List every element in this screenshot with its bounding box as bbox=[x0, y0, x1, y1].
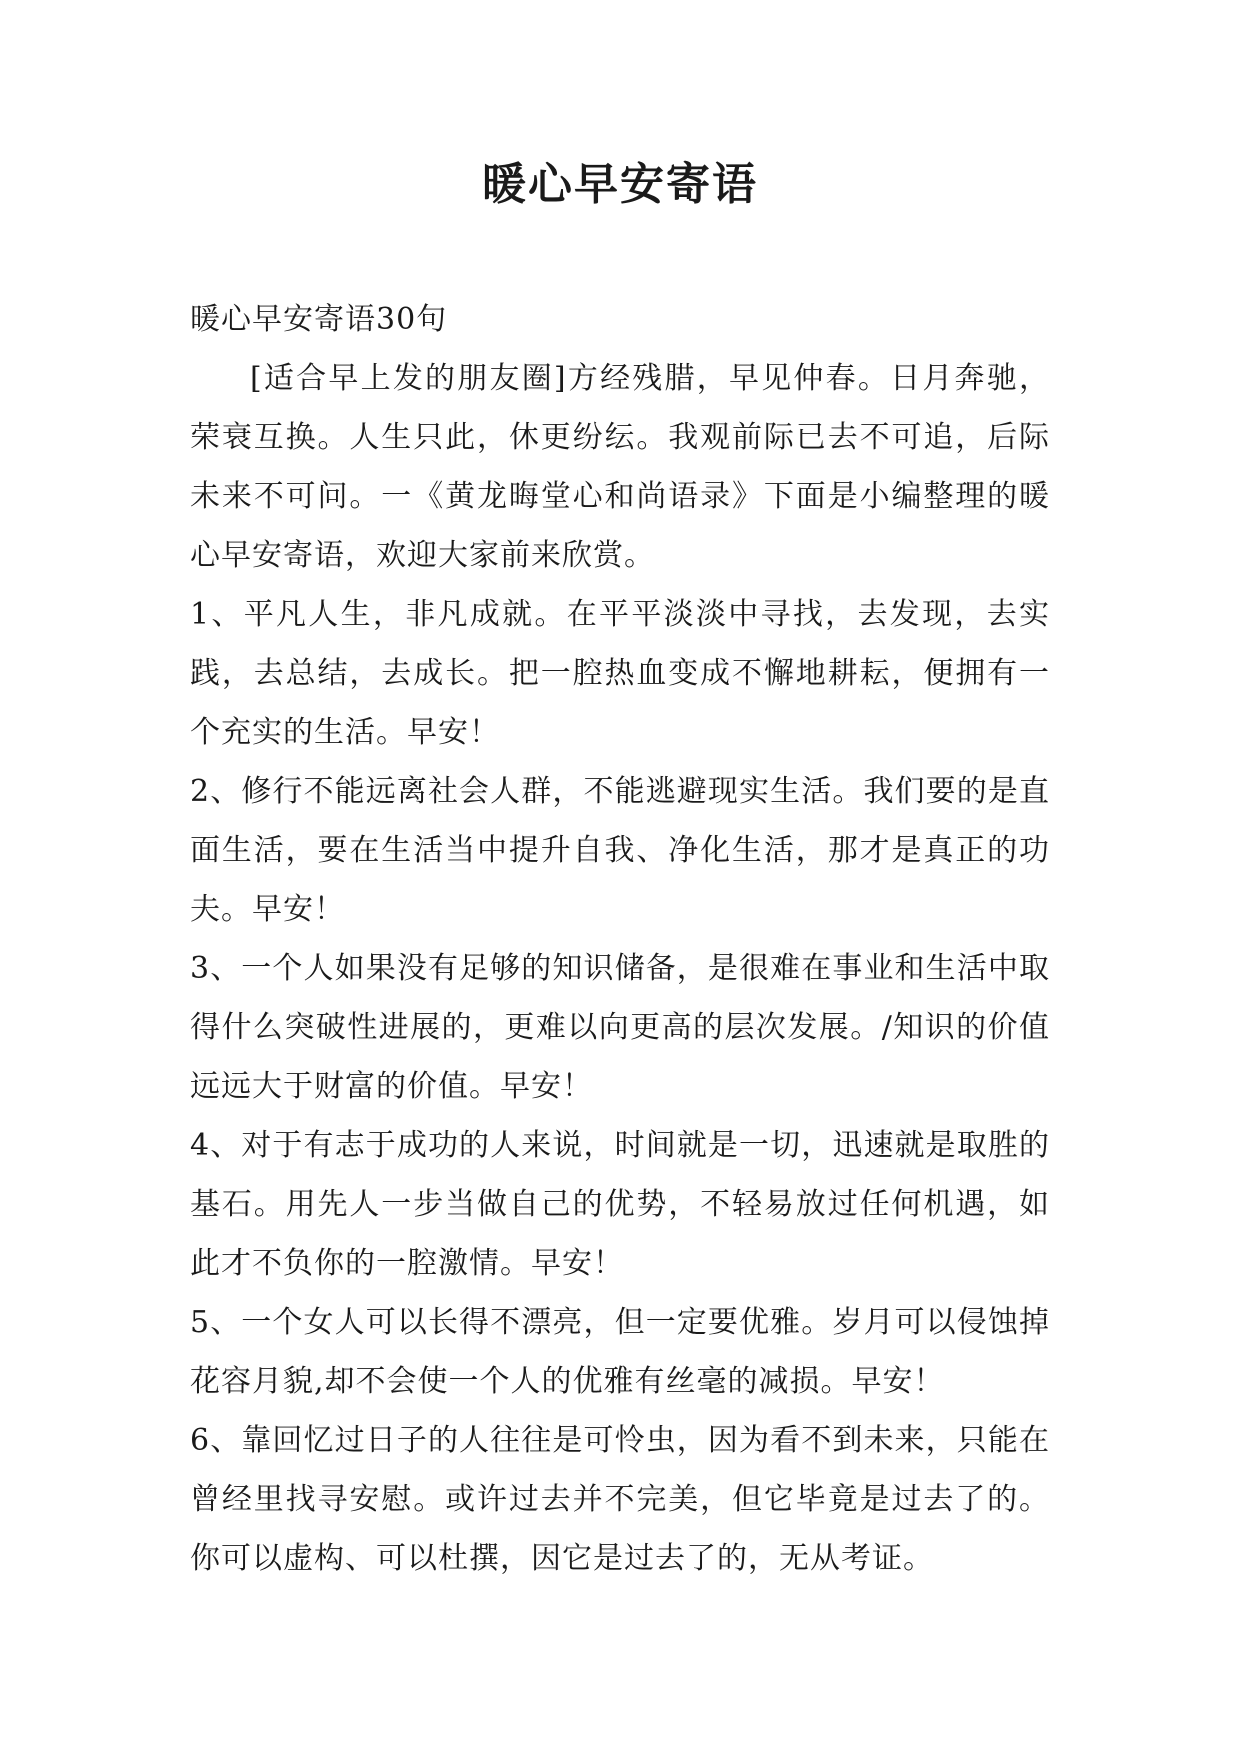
document-body bbox=[190, 290, 1050, 1588]
list-item: 2、修行不能远离社会人群，不能逃避现实生活。我们要的是直面生活，要在生活当中提升自我、净化生活，那才是真正的功夫。早安！ bbox=[190, 774, 1050, 927]
list-item: 1、平凡人生，非凡成就。在平平淡淡中寻找，去发现，去实践，去总结，去成长。把一腔热血变成不懈地耕耘，便拥有一个充实的生活。早安！ bbox=[190, 597, 1050, 750]
list-item: 3、一个人如果没有足够的知识储备，是很难在事业和生活中取得什么突破性进展的，更难以向更高的层次发展。/知识的价值远远大于财富的价值。早安！ bbox=[190, 951, 1050, 1104]
document-subtitle: 暖心早安寄语30句 bbox=[190, 302, 448, 337]
list-item: 6、靠回忆过日子的人往往是可怜虫，因为看不到未来，只能在曾经里找寻安慰。或许过去并不完美，但它毕竟是过去了的。你可以虚构、可以杜撰，因它是过去了的，无从考证。 bbox=[190, 1423, 1050, 1576]
document-title: 暖心早安寄语 bbox=[482, 159, 758, 210]
intro-paragraph: [适合早上发的朋友圈]方经残腊，早见仲春。日月奔驰，荣衰互换。人生只此，休更纷纭。我观前际已去不可追，后际未来不可问。一《黄龙晦堂心和尚语录》下面是小编整理的暖心早安寄语，欢迎大家前来欣赏。 bbox=[190, 361, 1050, 573]
list-item: 4、对于有志于成功的人来说，时间就是一切，迅速就是取胜的基石。用先人一步当做自己的优势，不轻易放过任何机遇，如此才不负你的一腔激情。早安！ bbox=[190, 1128, 1050, 1281]
list-item: 5、一个女人可以长得不漂亮，但一定要优雅。岁月可以侵蚀掉花容月貌,却不会使一个人的优雅有丝毫的减损。早安！ bbox=[190, 1305, 1050, 1399]
